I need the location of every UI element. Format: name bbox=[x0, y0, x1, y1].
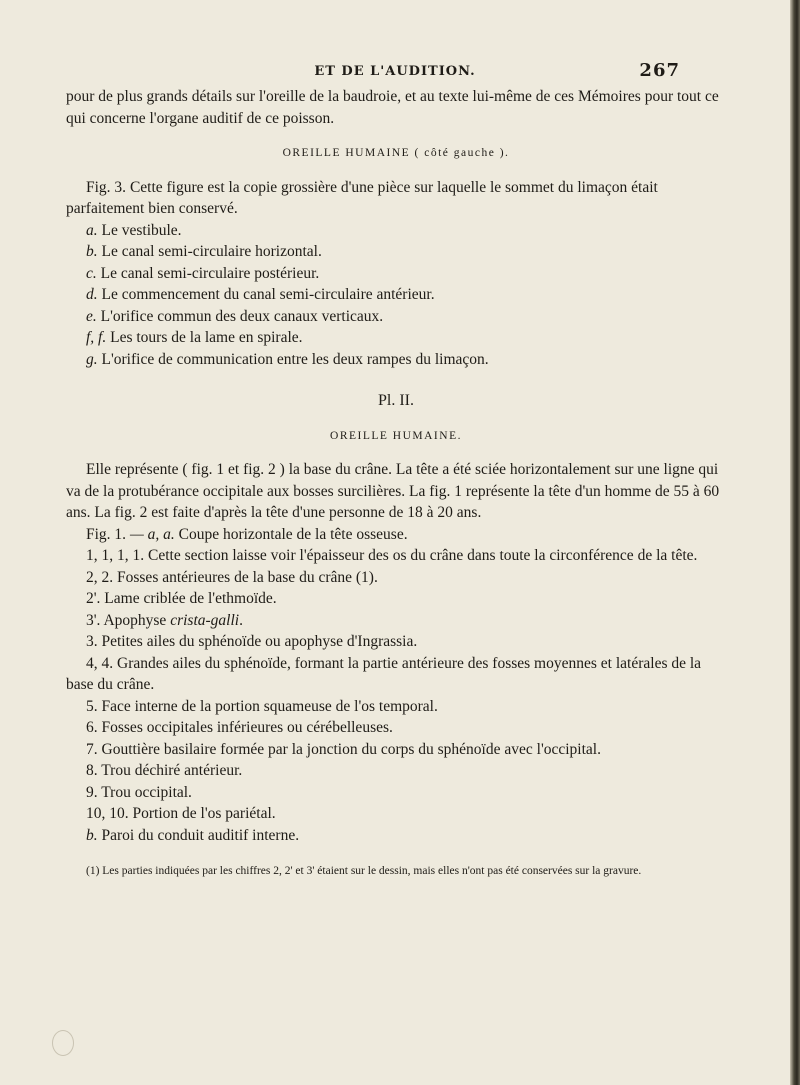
legend-item: 7. Gouttière basilaire formée par la jonction du corps du sphénoïde avec l'occipital. bbox=[86, 740, 601, 758]
legend-item: 9. Trou occipital. bbox=[86, 783, 192, 801]
legend-item: 3'. Apophyse crista-galli. bbox=[86, 611, 243, 629]
plate-label: Pl. II. bbox=[378, 392, 414, 409]
legend-item: 10, 10. Portion de l'os pariétal. bbox=[86, 805, 276, 822]
legend-item: d. Le commencement du canal semi-circulaire antérieur. bbox=[86, 286, 435, 303]
legend-item: a. Le vestibule. bbox=[86, 221, 182, 239]
section-paragraph: Elle représente ( fig. 1 et fig. 2 ) la base du crâne. La tête a été sciée horizontalement sur une ligne qui va de la protubérance occipitale aux bosses surcilières. La fig. 1 représente la tête d'un homme de 55 à 60 ans. La fig. 2 est faite d'après la tête d'une personne de 18 à 20 ans. bbox=[66, 461, 720, 521]
book-spine-edge bbox=[790, 0, 800, 1085]
legend-item: c. Le canal semi-circulaire postérieur. bbox=[86, 264, 320, 282]
running-title: ET DE L'AUDITION. bbox=[314, 64, 476, 79]
legend-item: 1, 1, 1, 1. Cette section laisse voir l'épaisseur des os du crâne dans toute la circonférence de la tête. bbox=[86, 547, 698, 564]
figure-1-line: Fig. 1. — a, a. Coupe horizontale de la tête osseuse. bbox=[86, 525, 408, 543]
legend-item: 6. Fosses occipitales inférieures ou cérébelleuses. bbox=[86, 719, 393, 736]
legend-item: 5. Face interne de la portion squameuse de l'os temporal. bbox=[86, 697, 438, 715]
legend-item: 4, 4. Grandes ailes du sphénoïde, formant la partie antérieure des fosses moyennes et latérales de la base du crâne. bbox=[66, 654, 702, 693]
legend-item: 8. Trou déchiré antérieur. bbox=[86, 762, 243, 779]
legend-item: b. Paroi du conduit auditif interne. bbox=[86, 826, 300, 844]
legend-item: f, f. Les tours de la lame en spirale. bbox=[86, 329, 303, 346]
legend-item: 3. Petites ailes du sphénoïde ou apophyse d'Ingrassia. bbox=[86, 633, 418, 650]
section-heading-left-ear: OREILLE HUMAINE ( côté gauche ). bbox=[282, 147, 510, 159]
legend-item: g. L'orifice de communication entre les deux rampes du limaçon. bbox=[86, 350, 489, 368]
legend-item: 2'. Lame criblée de l'ethmoïde. bbox=[86, 590, 277, 607]
page-body bbox=[66, 86, 726, 878]
legend-item: 2, 2. Fosses antérieures de la base du crâne (1). bbox=[86, 568, 378, 586]
section-heading-human-ear: OREILLE HUMAINE. bbox=[330, 429, 462, 442]
figure-label: Fig. 3. bbox=[86, 178, 127, 196]
intro-paragraph: pour de plus grands détails sur l'oreille de la baudroie, et au texte lui-même de ces Mémoires pour tout ce qui concerne l'organe auditif de ce poisson. bbox=[66, 88, 719, 127]
footnote: (1) Les parties indiquées par les chiffres 2, 2' et 3' étaient sur le dessin, mais elles n'ont pas été conservées sur la gravure. bbox=[86, 865, 642, 877]
legend-item: e. L'orifice commun des deux canaux verticaux. bbox=[86, 307, 384, 325]
legend-item: b. Le canal semi-circulaire horizontal. bbox=[86, 243, 322, 260]
page-number: 267 bbox=[639, 60, 680, 81]
paper-stain-mark bbox=[52, 1030, 74, 1056]
figure-3-description bbox=[66, 177, 726, 220]
figure-text: Cette figure est la copie grossière d'une pièce sur laquelle le sommet du limaçon était parfaitement bien conservé. bbox=[66, 178, 658, 217]
